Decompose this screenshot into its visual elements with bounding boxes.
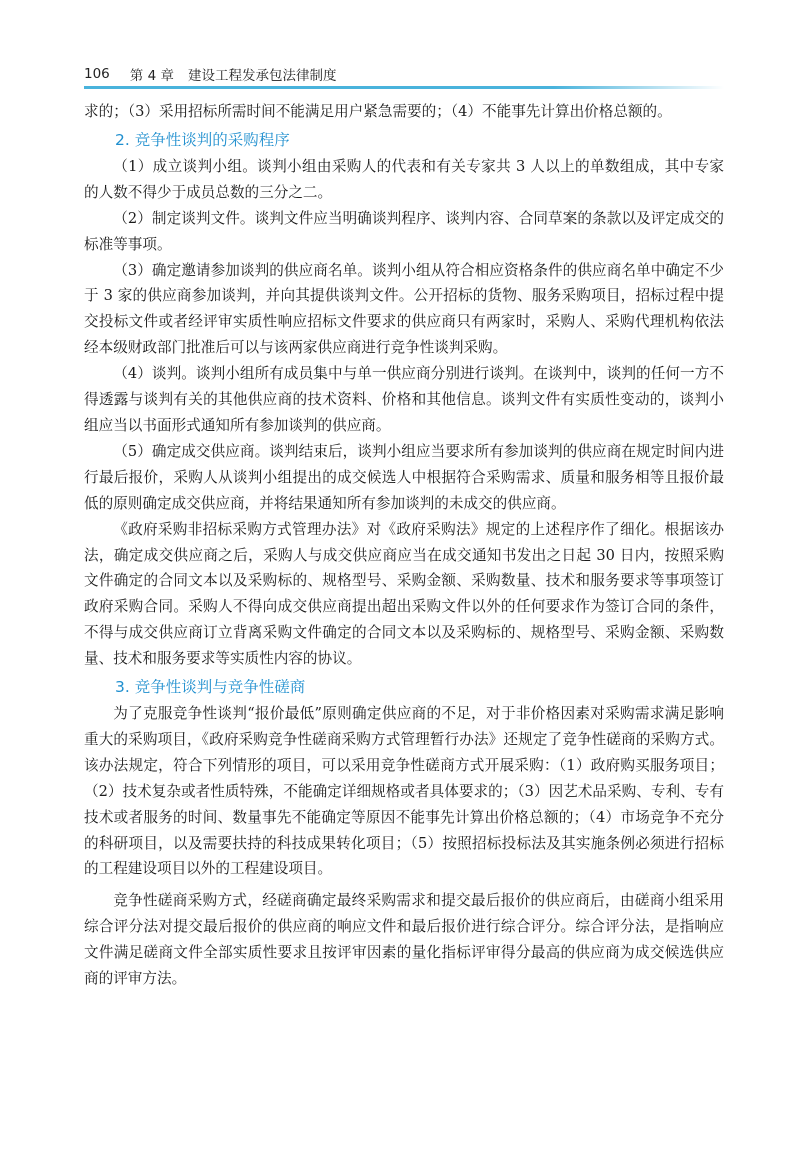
paragraph-continued: 求的；（3）采用招标所需时间不能满足用户紧急需要的；（4）不能事先计算出价格总额的。 xyxy=(84,103,672,120)
paragraph-step-2: （2）制定谈判文件。谈判文件应当明确谈判程序、谈判内容、合同草案的条款以及评定成交的标准等事项。 xyxy=(84,209,724,253)
section-heading-3: 3. 竞争性谈判与竞争性磋商 xyxy=(115,678,306,697)
paragraph-step-4: （4）谈判。谈判小组所有成员集中与单一供应商分别进行谈判。在谈判中，谈判的任何一方不得透露与谈判有关的其他供应商的技术资料、价格和其他信息。谈判文件有实质性变动的，谈判小组应当以书面形式通知所有参加谈判的供应商。 xyxy=(84,365,724,434)
paragraph-step-5: （5）确定成交供应商。谈判结束后，谈判小组应当要求所有参加谈判的供应商在规定时间内进行最后报价，采购人从谈判小组提出的成交候选人中根据符合采购需求、质量和服务相等且报价最低的原则确定成交供应商，并将结果通知所有参加谈判的未成交的供应商。 xyxy=(84,442,724,512)
paragraph-consultation-method: 竞争性磋商采购方式，经磋商确定最终采购需求和提交最后报价的供应商后，由磋商小组采用综合评分法对提交最后报价的供应商的响应文件和最后报价进行综合评分。综合评分法，是指响应文件满足磋商文件全部实质性要求且按评审因素的量化指标评审得分最高的供应商为成交候选供应商的评审方法。 xyxy=(84,892,724,988)
header-rule xyxy=(84,86,554,89)
page-number: 106 xyxy=(84,66,110,82)
section-heading-2: 2. 竞争性谈判的采购程序 xyxy=(115,130,290,149)
body-text xyxy=(84,99,724,992)
paragraph-consultation-intro: 为了克服竞争性谈判“报价最低”原则确定供应商的不足，对于非价格因素对采购需求满足影响重大的采购项目，《政府采购竞争性磋商采购方式管理暂行办法》还规定了竞争性磋商的采购方式。该办法规定，符合下列情形的项目，可以采用竞争性磋商方式开展采购：（1）政府购买服务项目；（2）技术复杂或者性质特殊，不能确定详细规格或者具体要求的；（3）因艺术品采购、专利、专有技术或者服务的时间、数量事先不能确定等原因不能事先计算出价格总额的；（4）市场竞争不充分的科研项目，以及需要扶持的科技成果转化项目；（5）按照招标投标法及其实施条例必须进行招标的工程建设项目以外的工程建设项目。 xyxy=(84,705,724,878)
chapter-label: 第 4 章 xyxy=(129,68,174,84)
chapter-title: 建设工程发承包法律制度 xyxy=(187,68,337,84)
header-rule-fade xyxy=(554,86,724,89)
paragraph-step-1: （1）成立谈判小组。谈判小组由采购人的代表和有关专家共 3 人以上的单数组成，其中专家的人数不得少于成员总数的三分之二。 xyxy=(84,157,724,201)
paragraph-step-3: （3）确定邀请参加谈判的供应商名单。谈判小组从符合相应资格条件的供应商名单中确定不少于 3 家的供应商参加谈判，并向其提供谈判文件。公开招标的货物、服务采购项目，招标过程中提交投标文件或者经评审实质性响应招标文件要求的供应商只有两家时，采购人、采购代理机构依法经本级财政部门批准后可以与该两家供应商进行竞争性谈判采购。 xyxy=(84,261,724,357)
paragraph-regulation-detail: 《政府采购非招标采购方式管理办法》对《政府采购法》规定的上述程序作了细化。根据该办法，确定成交供应商之后，采购人与成交供应商应当在成交通知书发出之日起 30 日内，按照采购文件确定的合同文本以及采购标的、规格型号、采购金额、采购数量、技术和服务要求等事项签订政府采购合同。采购人不得向成交供应商提出超出采购文件以外的任何要求作为签订合同的条件，不得与成交供应商订立背离采购文件确定的合同文本以及采购标的、规格型号、采购金额、采购数量、技术和服务要求等实质性内容的协议。 xyxy=(84,520,724,668)
running-header xyxy=(84,62,724,86)
